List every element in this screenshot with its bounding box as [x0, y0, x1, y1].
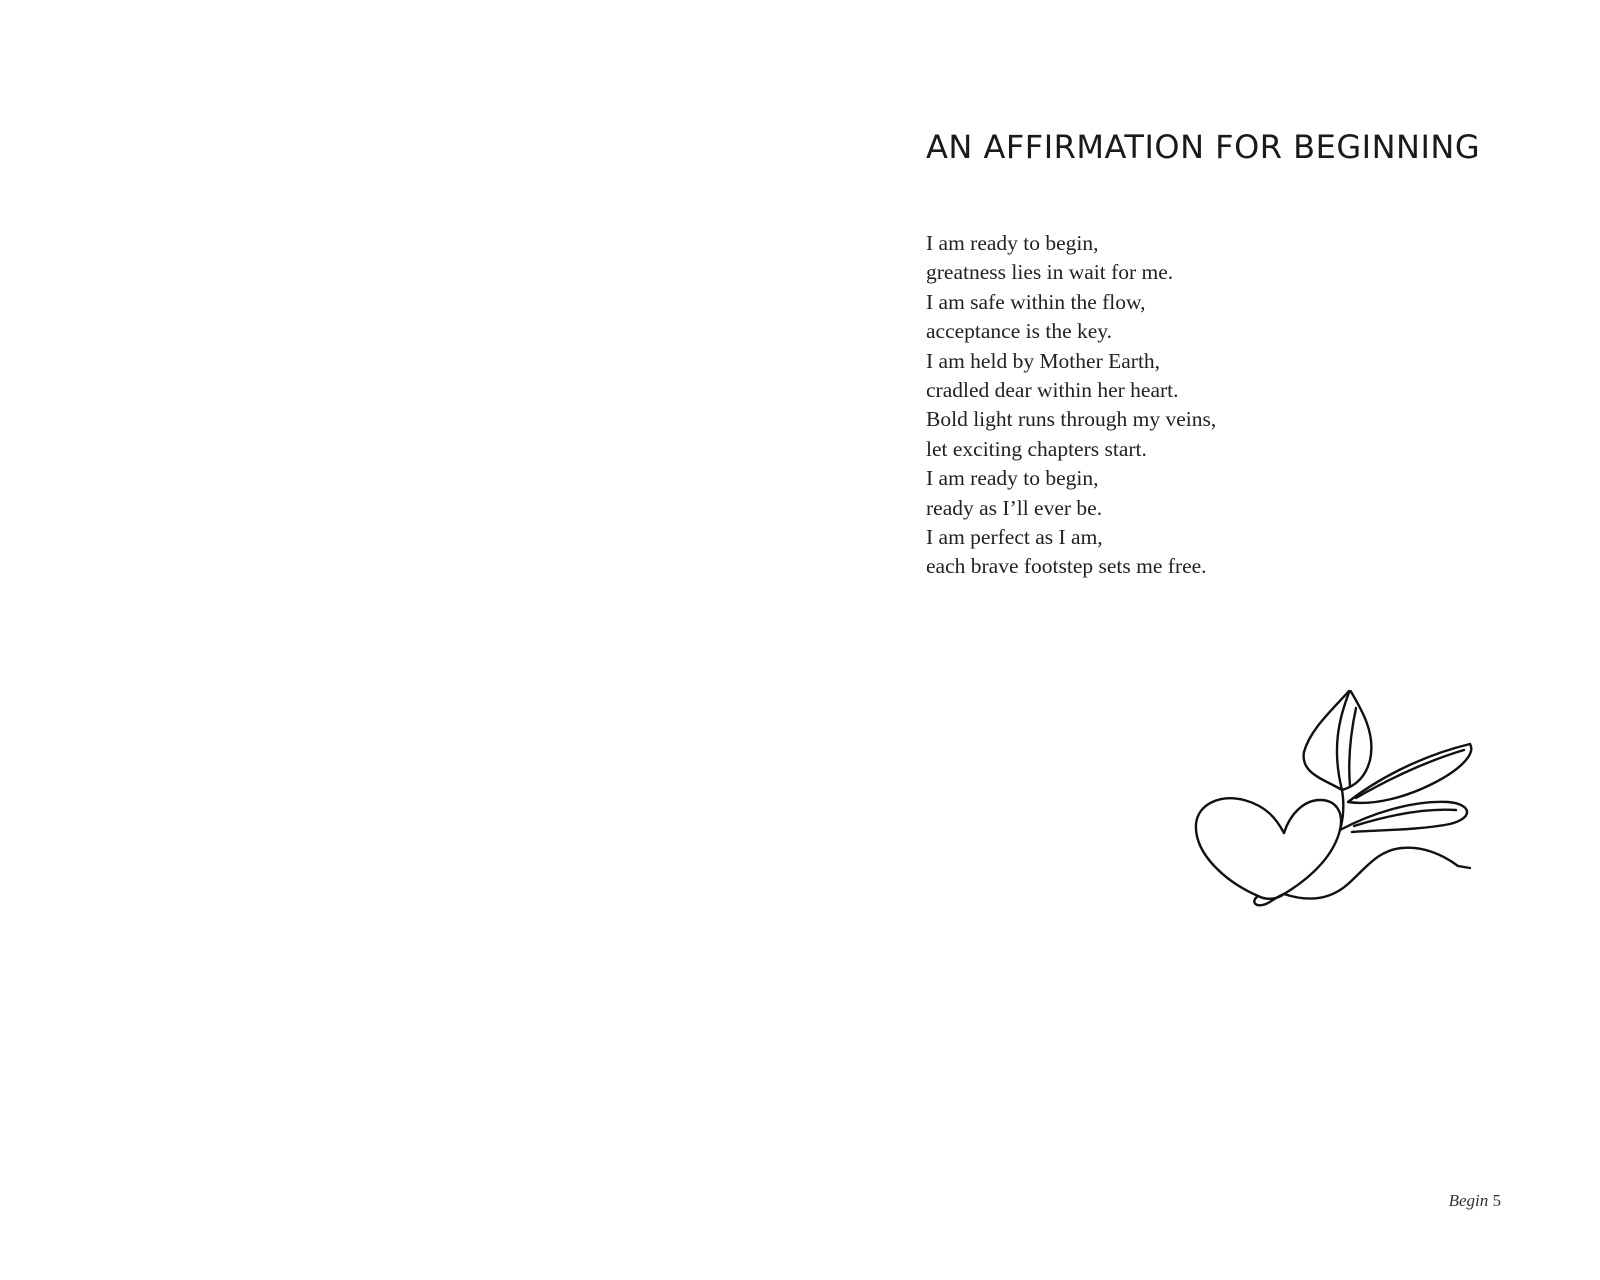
poem-line: cradled dear within her heart.	[926, 378, 1179, 403]
poem-line: each brave footstep sets me free.	[926, 554, 1207, 579]
page-footer	[1449, 1191, 1501, 1211]
page-number: 5	[1492, 1191, 1501, 1210]
heart-and-leaves-line-art-icon	[1180, 690, 1480, 930]
poem-line: ready as I’ll ever be.	[926, 495, 1103, 520]
right-page	[800, 0, 1600, 1280]
poem-line: Bold light runs through my veins,	[926, 407, 1217, 432]
poem-line: let exciting chapters start.	[926, 436, 1147, 461]
poem-line: I am ready to begin,	[926, 466, 1099, 491]
poem-line: acceptance is the key.	[926, 319, 1113, 344]
poem	[926, 229, 1216, 582]
poem-line: greatness lies in wait for me.	[926, 260, 1174, 285]
poem-line: I am safe within the flow,	[926, 289, 1146, 314]
poem-line: I am ready to begin,	[926, 231, 1099, 255]
poem-line: I am perfect as I am,	[926, 525, 1103, 550]
page-title: AN AFFIRMATION FOR BEGINNING	[926, 128, 1481, 166]
footer-section-name: Begin	[1448, 1191, 1489, 1210]
poem-line: I am held by Mother Earth,	[926, 348, 1161, 373]
